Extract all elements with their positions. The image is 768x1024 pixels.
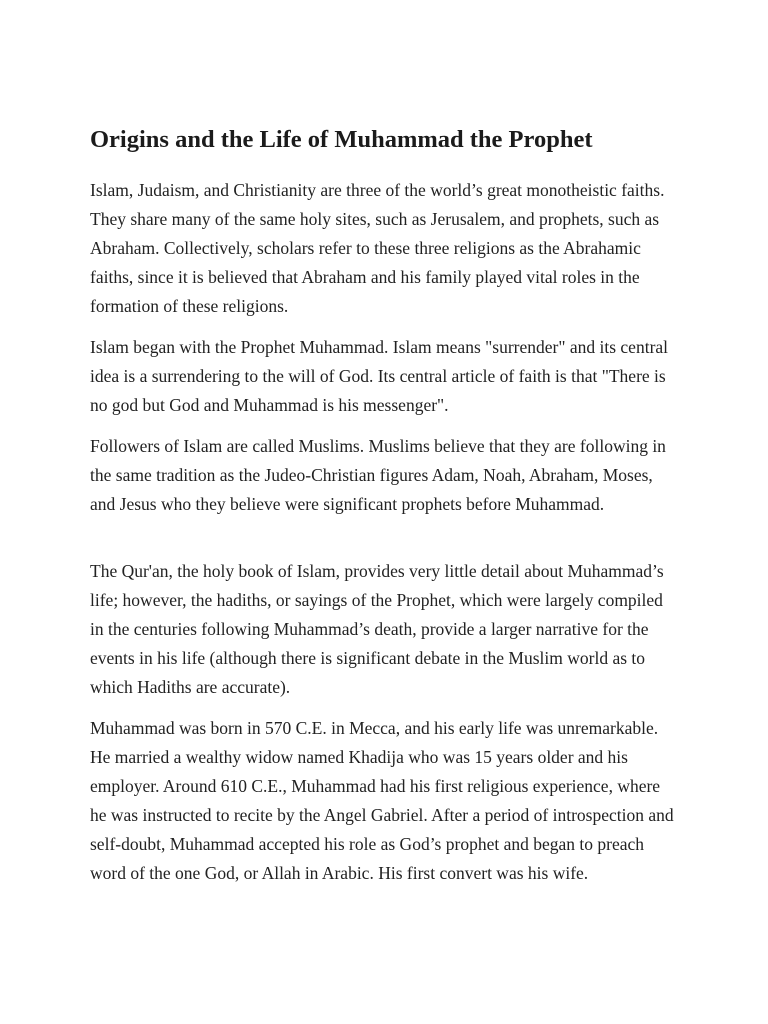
paragraph-abrahamic-faiths: Islam, Judaism, and Christianity are three of the world’s great monotheistic faiths. They share many of the same holy sites, such as Jerusalem, and prophets, such as Abraham. Collectively, scholars refer to these three religions as the Abrahamic faiths, since it is believed that Abraham and his family played vital roles in the formation of these religions. <box>90 180 665 316</box>
paragraph-islam-beginning: Islam began with the Prophet Muhammad. Islam means "surrender" and its central idea is a surrendering to the will of God. Its central article of faith is that "There is no god but God and Muhammad is his messenger". <box>90 337 669 415</box>
paragraph-muslims: Followers of Islam are called Muslims. Muslims believe that they are following in the same tradition as the Judeo-Christian figures Adam, Noah, Abraham, Moses, and Jesus who they believe were significant prophets before Muhammad. <box>90 436 666 514</box>
document-title: Origins and the Life of Muhammad the Prophet <box>90 126 593 153</box>
paragraph-muhammad-early-life: Muhammad was born in 570 C.E. in Mecca, and his early life was unremarkable. He married a wealthy widow named Khadija who was 15 years older and his employer. Around 610 C.E., Muhammad had his first religious experience, where he was instructed to recite by the Angel Gabriel. After a period of introspection and self-doubt, Muhammad accepted his role as God’s prophet and began to preach word of the one God, or Allah in Arabic. His first convert was his wife. <box>90 718 674 883</box>
document-page <box>90 122 680 900</box>
paragraph-quran-hadiths: The Qur'an, the holy book of Islam, provides very little detail about Muhammad’s life; however, the hadiths, or sayings of the Prophet, which were largely compiled in the centuries following Muhammad’s death, provide a larger narrative for the events in his life (although there is significant debate in the Muslim world as to which Hadiths are accurate). <box>90 561 664 697</box>
